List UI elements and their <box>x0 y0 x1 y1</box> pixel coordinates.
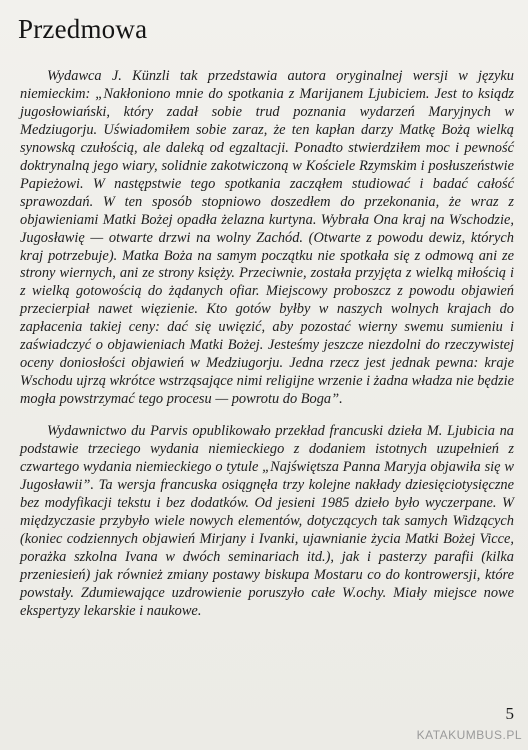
watermark: KATAKUMBUS.PL <box>416 728 522 742</box>
page-title: Przedmowa <box>18 14 148 44</box>
paragraph-1: Wydawca J. Künzli tak przedstawia autora oryginalnej wersji w języku niemieckim: „Nakłoniono mnie do spotkania z Marijanem Ljubiciem. Jest to ksiądz jugosłowiański, który zadał sobie trud poznania wydarzeń Maryjnych w Medziugorju. Uświadomiłem sobie zaraz, że ten kapłan darzy Matkę Bożą wielką synowską czułością, ale daleką od egzaltacji. Ponadto stwierdziłem moc i pewność doktrynalną jego wiary, solidnie zakotwiczoną w Kościele Rzymskim i posłuszeństwie Papieżowi. W następstwie tego spotkania zacząłem studiować i badać całość sprawozdań. W ten sposób stopniowo doszedłem do przekonania, że wraz z objawieniami Matki Bożej opadła żelazna kurtyna. Wybrała Ona kraj na Wschodzie, Jugosławię — otwarte drzwi na wolny Zachód. (Otwarte z powodu dewiz, których kraj potrzebuje). Matka Boża na samym początku nie spotkała się z odmową ani ze strony wiernych, ani ze strony księży. Przeciwnie, została przyjęta z wielką miłością i z wielką gotowością do żądanych ofiar. Miejscowy proboszcz z powodu objawień przecierpiał nawet więzienie. Kto gotów byłby w naszych wolnych krajach do zapłacenia takiej ceny: dać się uwięzić, aby pozostać wierny swemu sumieniu i zaświadczyć o objawieniach Matki Bożej. Jesteśmy jeszcze niezdolni do rzeczywistej oceny doniosłości objawień w Medziugorju. Jedna rzecz jest jednak pewna: kraje Wschodu ujrzą wkrótce wstrząsające nimi religijne wrzenie i żadna władza nie będzie mogła powstrzymać tego procesu — powrotu do Boga”. <box>20 68 514 408</box>
paragraph-2: Wydawnictwo du Parvis opublikowało przekład francuski dzieła M. Ljubicia na podstawie trzeciego wydania niemieckiego z dodaniem istotnych uzupełnień z czwartego wydania niemieckiego o tytule „Najświętsza Panna Maryja objawiła się w Jugosławii”. Ta wersja francuska osiągnęła trzy kolejne nakłady dziesięciotysięczne bez modyfikacji tekstu i bez dodatków. Od jesieni 1985 dzieło było wyczerpane. W międzyczasie przybyło wiele nowych elementów, dotyczących tak samych Widzących (koniec codziennych objawień Mirjany i Ivanki, ujawnianie życia Matki Bożej Vicce, porażka szkolna Ivana w dwóch seminariach itd.), jak i pasterzy parafii (kilka przeniesień) jak również zmiany postawy biskupa Mostaru co do kontrowersji, które powstały. Zdumiewające uzdrowienie poruszyło całe W.ochy. Miały miejsce nowe ekspertyzy lekarskie i naukowe. <box>20 423 514 619</box>
page-number: 5 <box>505 704 514 723</box>
preface-body <box>20 68 514 621</box>
